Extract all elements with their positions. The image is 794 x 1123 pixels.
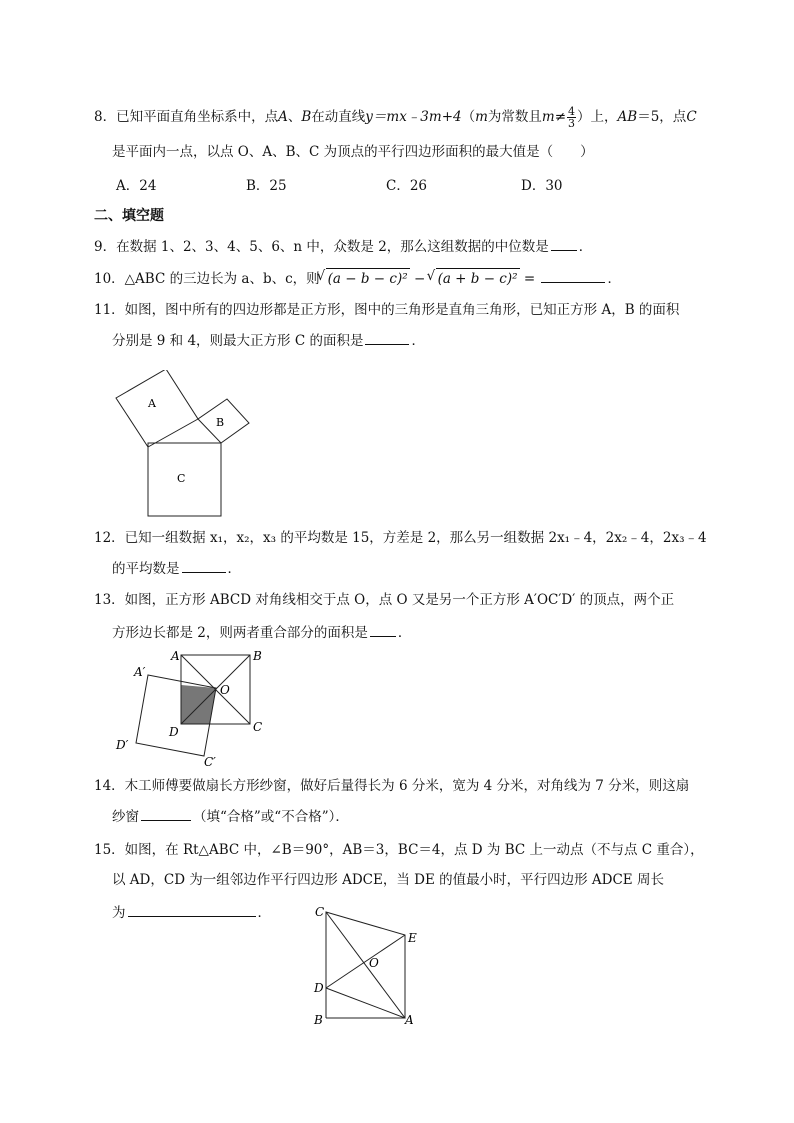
question-8-line2: 是平面内一点，以点 O、A、B、C 为顶点的平行四边形面积的最大值是（ ） xyxy=(112,144,594,160)
q8-text: ＝5，点 xyxy=(637,109,687,125)
answer-blank[interactable] xyxy=(541,268,605,283)
minus-sign: − xyxy=(409,271,430,287)
not-equal-sign: ≠ xyxy=(554,109,567,125)
q8-paren: ） xyxy=(577,109,591,125)
q8-text: 上， xyxy=(590,109,618,125)
q12-end: ． xyxy=(227,561,241,577)
label-b: B xyxy=(253,649,262,663)
question-13-line2 xyxy=(112,622,411,643)
hypotenuse-ca xyxy=(326,912,405,1018)
label-b: B xyxy=(314,1013,323,1027)
question-9 xyxy=(94,236,592,257)
label-c: C xyxy=(177,472,186,485)
question-12-line2 xyxy=(112,558,241,579)
label-d: D xyxy=(169,725,179,739)
question-14-line1: 14．木工师傅要做扇长方形纱窗，做好后量得长为 6 分米，宽为 4 分米，对角线为 7 分米，则这扇 xyxy=(94,778,690,794)
label-d-prime: D′ xyxy=(116,738,129,752)
q8-sep: 、 xyxy=(287,109,302,125)
q12-text: 的平均数是 xyxy=(112,561,180,577)
q9-end: ． xyxy=(578,239,593,255)
q15-end: ． xyxy=(257,905,271,921)
q13-text: 方形边长都是 2，则两者重合部分的面积是 xyxy=(112,625,368,641)
overlapping-squares-figure xyxy=(112,645,272,770)
question-15-line3 xyxy=(112,902,271,923)
question-15-line1: 15．如图，在 Rt△ABC 中，∠B＝90°，AB＝3，BC＝4，点 D 为 BC 上一动点（不与点 C 重合）， xyxy=(94,842,704,858)
fraction-denominator: 3 xyxy=(568,117,576,130)
label-a-prime: A′ xyxy=(134,665,146,679)
q11-text: 分别是 9 和 4，则最大正方形 C 的面积是 xyxy=(112,333,364,349)
question-8-line1 xyxy=(94,106,697,129)
squares-figure xyxy=(110,370,260,520)
parallelogram-figure xyxy=(308,900,428,1030)
variable-m: m xyxy=(541,109,555,125)
label-o: O xyxy=(369,956,379,970)
answer-blank[interactable] xyxy=(182,558,226,573)
square-a xyxy=(116,370,198,447)
question-12-line1: 12．已知一组数据 x₁，x₂，x₃ 的平均数是 15，方差是 2，那么另一组数据 2x₁﹣4，2x₂﹣4，2x₃﹣4 xyxy=(94,530,707,546)
q14-text: 纱窗 xyxy=(112,809,139,825)
label-c: C xyxy=(253,720,263,734)
fraction-numerator: 4 xyxy=(568,105,576,118)
sqrt-expression-1: √ (a − b − c)² xyxy=(326,268,410,289)
label-c: C xyxy=(315,905,325,919)
label-d: D xyxy=(314,981,324,995)
label-o: O xyxy=(220,683,230,697)
answer-blank[interactable] xyxy=(370,622,396,637)
line-equation: y＝mx﹣3m+4 xyxy=(365,109,462,125)
variable-m: m xyxy=(475,109,488,125)
section-heading: 二、填空题 xyxy=(94,208,164,224)
q14-text: （填“合格”或“不合格”）． xyxy=(193,809,349,825)
option-b: B．25 xyxy=(246,178,287,194)
q15-text: 为 xyxy=(112,905,126,921)
question-number: 8． xyxy=(94,109,117,125)
q8-text: 为常数且 xyxy=(487,109,542,125)
question-15-line2: 以 AD，CD 为一组邻边作平行四边形 ADCE，当 DE 的值最小时，平行四边形 ADCE 周长 xyxy=(112,872,664,888)
q8-paren: （ xyxy=(461,109,476,125)
label-c-prime: C′ xyxy=(204,755,216,769)
segment-ab: AB xyxy=(617,109,638,125)
point-b-label: B xyxy=(301,109,312,125)
label-a: A xyxy=(405,1013,414,1027)
option-a: A．24 xyxy=(116,178,157,194)
question-11-line2 xyxy=(112,330,425,351)
answer-blank[interactable] xyxy=(128,902,256,917)
q13-end: ． xyxy=(397,625,412,641)
q8-text: 在动直线 xyxy=(311,109,366,125)
question-14-line2 xyxy=(112,806,349,827)
label-b: B xyxy=(216,416,225,429)
answer-blank[interactable] xyxy=(365,330,409,345)
squares-figure-lines xyxy=(116,370,249,516)
option-c: C．26 xyxy=(386,178,428,194)
sqrt-expression-2: √ (a + b − c)² xyxy=(436,268,520,289)
question-10 xyxy=(94,268,621,289)
label-a: A xyxy=(148,397,156,410)
q9-text: 9．在数据 1、2、3、4、5、6、n 中，众数是 2，那么这组数据的中位数是 xyxy=(94,239,549,255)
option-d: D．30 xyxy=(521,178,563,194)
diagonal-de xyxy=(326,935,405,988)
question-11-line1: 11．如图，图中所有的四边形都是正方形，图中的三角形是直角三角形，已知正方形 A，B 的面积 xyxy=(94,302,680,318)
q11-end: ． xyxy=(411,333,425,349)
equals-sign: = xyxy=(519,271,540,287)
answer-blank[interactable] xyxy=(141,806,191,821)
answer-blank[interactable] xyxy=(551,236,577,251)
fraction-4-3 xyxy=(567,106,576,129)
q8-text: 已知平面直角坐标系中，点 xyxy=(116,109,279,125)
question-13-line1: 13．如图，正方形 ABCD 对角线相交于点 O，点 O 又是另一个正方形 A′OC′D′ 的顶点，两个正 xyxy=(94,592,675,608)
label-e: E xyxy=(408,931,417,945)
q10-text: 10．△ABC 的三边长为 a、b、c，则 xyxy=(94,271,320,287)
label-a: A xyxy=(171,649,180,663)
point-a-label: A xyxy=(278,109,288,125)
parallelogram-figure-lines xyxy=(326,912,405,1018)
q10-end: ． xyxy=(607,271,621,287)
point-c-label: C xyxy=(686,109,697,125)
